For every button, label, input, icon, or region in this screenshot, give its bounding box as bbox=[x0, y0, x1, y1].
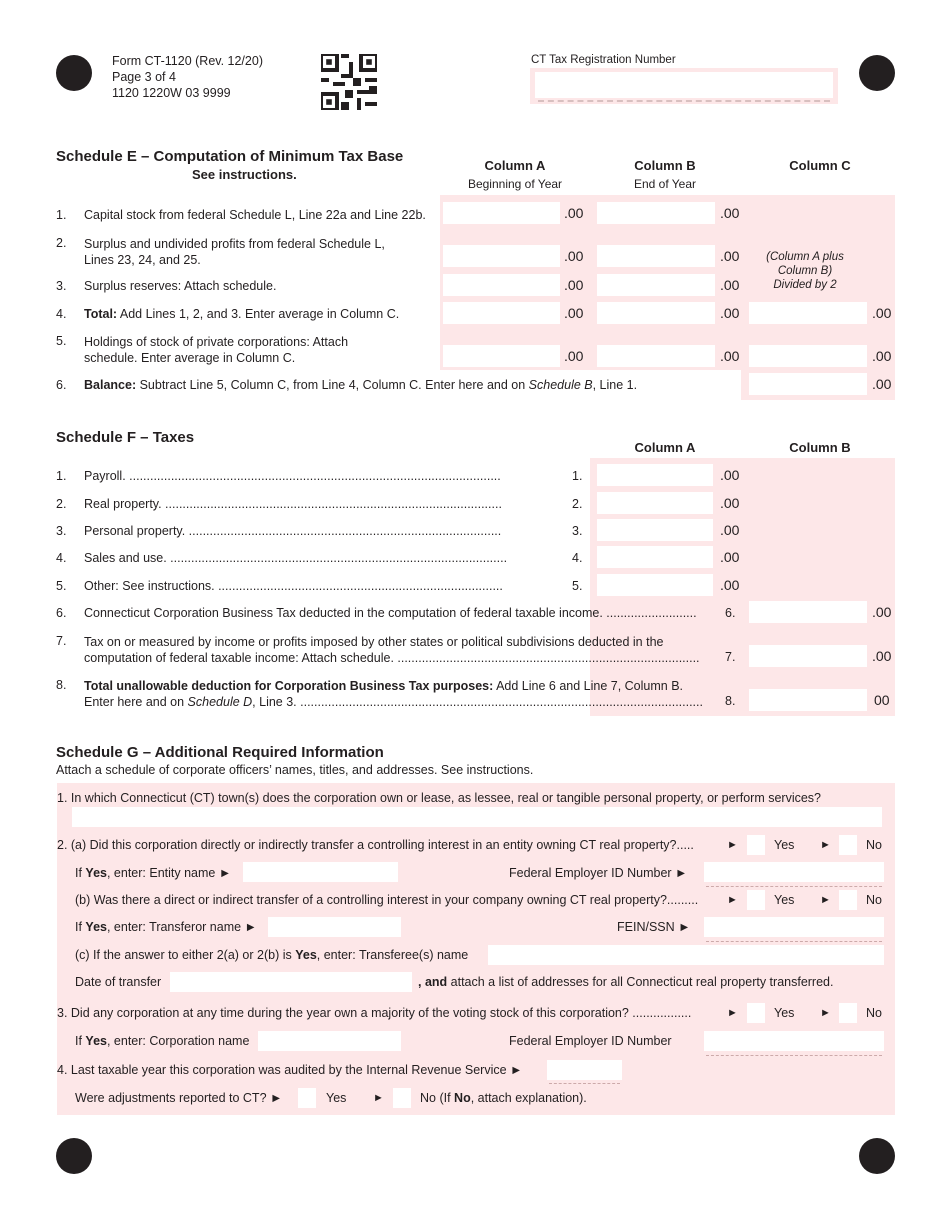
arrow-icon: ► bbox=[727, 839, 738, 851]
col-b-header: Column B bbox=[634, 158, 696, 173]
line-label: Capital stock from federal Schedule L, Line 22a and Line 22b. bbox=[84, 208, 426, 222]
f-line5-col-a-input[interactable] bbox=[597, 574, 713, 596]
cents: .00 bbox=[872, 604, 892, 620]
line-ref: 3. bbox=[572, 524, 583, 538]
arrow-icon: ► bbox=[820, 839, 831, 851]
yes-label: Yes bbox=[774, 1006, 795, 1020]
transferor-label: If Yes, enter: Transferor name ► bbox=[75, 920, 257, 934]
cents: .00 bbox=[872, 305, 892, 321]
line-label: Personal property. .......................................................................................... bbox=[84, 524, 502, 538]
yes-label: Yes bbox=[774, 893, 795, 907]
arrow-icon: ► bbox=[820, 1007, 831, 1019]
e-line6-col-c-input[interactable] bbox=[749, 373, 867, 395]
e-line5-col-c-input[interactable] bbox=[749, 345, 867, 367]
corporation-fein-input[interactable] bbox=[704, 1031, 884, 1051]
cents: .00 bbox=[720, 348, 740, 364]
registration-mark bbox=[56, 1138, 92, 1174]
e-line4-col-b-input[interactable] bbox=[597, 302, 715, 324]
audit-year-input[interactable] bbox=[547, 1060, 622, 1080]
question-1: 1. In which Connecticut (CT) town(s) does the corporation own or lease, as lessee, real or tangible personal property, or perform services? bbox=[57, 791, 822, 805]
year-dashes bbox=[549, 1083, 620, 1084]
q2b-no-checkbox[interactable] bbox=[839, 890, 857, 910]
cents: .00 bbox=[564, 305, 584, 321]
cents: .00 bbox=[720, 549, 740, 565]
line-number: 1. bbox=[56, 469, 67, 483]
line-ref: 4. bbox=[572, 551, 583, 565]
f-col-b-header: Column B bbox=[789, 440, 851, 455]
fein-ssn-label: FEIN/SSN ► bbox=[617, 920, 691, 934]
cents: .00 bbox=[720, 305, 740, 321]
fein-label: Federal Employer ID Number bbox=[509, 1034, 672, 1048]
line-label: Total: Add Lines 1, 2, and 3. Enter average in Column C. bbox=[84, 307, 400, 321]
arrow-icon: ► bbox=[820, 894, 831, 906]
page-number: Page 3 of 4 bbox=[112, 70, 176, 84]
line-label: Surplus reserves: Attach schedule. bbox=[84, 279, 277, 293]
e-line2-col-b-input[interactable] bbox=[597, 245, 715, 267]
e-line3-col-a-input[interactable] bbox=[443, 274, 560, 296]
adjustments-no-checkbox[interactable] bbox=[393, 1088, 411, 1108]
cents: .00 bbox=[720, 248, 740, 264]
arrow-icon: ► bbox=[373, 1092, 384, 1104]
entity-name-label: If Yes, enter: Entity name ► bbox=[75, 866, 232, 880]
corporation-name-input[interactable] bbox=[258, 1031, 401, 1051]
e-line3-col-b-input[interactable] bbox=[597, 274, 715, 296]
fein-dashes bbox=[706, 941, 882, 942]
line-number: 8. bbox=[56, 678, 67, 692]
cents: 00 bbox=[874, 692, 890, 708]
question-2c: (c) If the answer to either 2(a) or 2(b) is Yes, enter: Transferee(s) name bbox=[75, 948, 469, 962]
q3-yes-checkbox[interactable] bbox=[747, 1003, 765, 1023]
registration-label: CT Tax Registration Number bbox=[531, 54, 676, 66]
arrow-icon: ► bbox=[727, 1007, 738, 1019]
registration-number-input[interactable] bbox=[535, 72, 833, 98]
line-ref: 6. bbox=[725, 606, 736, 620]
col-b-sub: End of Year bbox=[633, 177, 697, 191]
entity-fein-input[interactable] bbox=[704, 862, 884, 882]
f-line8-col-b-input[interactable] bbox=[749, 689, 867, 711]
line-label: Sales and use. ................................................................................................. bbox=[84, 551, 508, 565]
line-number: 4. bbox=[56, 551, 67, 565]
line-number: 6. bbox=[56, 378, 67, 392]
fein-ssn-input[interactable] bbox=[704, 917, 884, 937]
transferor-name-input[interactable] bbox=[268, 917, 401, 937]
question-4: 4. Last taxable year this corporation was audited by the Internal Revenue Service ► bbox=[57, 1063, 523, 1077]
arrow-icon: ► bbox=[727, 894, 738, 906]
cents: .00 bbox=[564, 348, 584, 364]
line-label: Total unallowable deduction for Corporation Business Tax purposes: Add Line 6 and Line 7, Column B. Enter here and on Schedule D, Line 3. .................................................................................................................... bbox=[84, 679, 703, 709]
line-label: Other: See instructions. .................................................................................. bbox=[84, 579, 503, 593]
line-number: 1. bbox=[56, 208, 67, 222]
question-2a: 2. (a) Did this corporation directly or indirectly transfer a controlling interest in an entity owning CT real property?..... bbox=[57, 838, 694, 852]
line-ref: 5. bbox=[572, 579, 583, 593]
ct-towns-input[interactable] bbox=[72, 807, 882, 827]
schedule-e-subtitle: See instructions. bbox=[192, 167, 297, 182]
registration-mark bbox=[859, 1138, 895, 1174]
line-ref: 7. bbox=[725, 650, 736, 664]
line-number: 3. bbox=[56, 279, 67, 293]
schedule-e-title: Schedule E – Computation of Minimum Tax Base bbox=[56, 148, 404, 165]
cents: .00 bbox=[720, 577, 740, 593]
f-line7-col-b-input[interactable] bbox=[749, 645, 867, 667]
line-number: 5. bbox=[56, 579, 67, 593]
e-line5-col-a-input[interactable] bbox=[443, 345, 560, 367]
line-number: 6. bbox=[56, 606, 67, 620]
cents: .00 bbox=[872, 348, 892, 364]
attach-note: , and attach a list of addresses for all Connecticut real property transferred. bbox=[418, 975, 834, 989]
line-label: Surplus and undivided profits from federal Schedule L, Lines 23, 24, and 25. bbox=[84, 237, 385, 267]
question-3: 3. Did any corporation at any time during the year own a majority of the voting stock of this corporation? ................. bbox=[57, 1006, 692, 1020]
fein-label: Federal Employer ID Number ► bbox=[509, 866, 688, 880]
schedule-f-title: Schedule F – Taxes bbox=[56, 429, 195, 446]
col-a-sub: Beginning of Year bbox=[467, 177, 563, 191]
cents: .00 bbox=[564, 248, 584, 264]
e-line1-col-a-input[interactable] bbox=[443, 202, 560, 224]
date-of-transfer-input[interactable] bbox=[170, 972, 412, 992]
line-label: Tax on or measured by income or profits imposed by other states or political subdivisions deducted in the computation of federal taxable income: Attach schedule. ....................................................................................... bbox=[84, 635, 700, 665]
line-number: 5. bbox=[56, 334, 67, 348]
q2b-yes-checkbox[interactable] bbox=[747, 890, 765, 910]
e-line2-col-a-input[interactable] bbox=[443, 245, 560, 267]
line-ref: 2. bbox=[572, 497, 583, 511]
no-label: No bbox=[866, 838, 882, 852]
cents: .00 bbox=[564, 205, 584, 221]
yes-label: Yes bbox=[326, 1091, 347, 1105]
line-label: Balance: Subtract Line 5, Column C, from Line 4, Column C. Enter here and on Schedule B, Line 1. bbox=[84, 378, 638, 392]
cents: .00 bbox=[872, 376, 892, 392]
cents: .00 bbox=[720, 522, 740, 538]
q2a-no-checkbox[interactable] bbox=[839, 835, 857, 855]
line-label: Payroll. ........................................................................................................... bbox=[84, 469, 501, 483]
e-line4-col-c-input[interactable] bbox=[749, 302, 867, 324]
cents: .00 bbox=[564, 277, 584, 293]
f-col-a-header: Column A bbox=[634, 440, 696, 455]
schedule-g-title: Schedule G – Additional Required Information bbox=[56, 744, 384, 761]
col-a-header: Column A bbox=[484, 158, 546, 173]
fein-dashes bbox=[706, 1055, 882, 1056]
registration-dashes bbox=[538, 100, 830, 102]
col-c-header: Column C bbox=[789, 158, 851, 173]
fein-dashes bbox=[706, 886, 882, 887]
line-number: 7. bbox=[56, 634, 67, 648]
line-number: 4. bbox=[56, 307, 67, 321]
corporation-name-label: If Yes, enter: Corporation name bbox=[75, 1034, 250, 1048]
entity-name-input[interactable] bbox=[243, 862, 398, 882]
cents: .00 bbox=[720, 277, 740, 293]
line-label: Real property. ................................................................................................. bbox=[84, 497, 502, 511]
form-number: Form CT-1120 (Rev. 12/20) bbox=[112, 54, 263, 68]
yes-label: Yes bbox=[774, 838, 795, 852]
date-of-transfer-label: Date of transfer bbox=[75, 975, 162, 989]
f-line1-col-a-input[interactable] bbox=[597, 464, 713, 486]
e-line5-col-b-input[interactable] bbox=[597, 345, 715, 367]
adjustments-question: Were adjustments reported to CT? ► bbox=[75, 1091, 283, 1105]
q2a-yes-checkbox[interactable] bbox=[747, 835, 765, 855]
line-ref: 1. bbox=[572, 469, 583, 483]
no-label: No bbox=[866, 1006, 882, 1020]
no-label: No bbox=[866, 893, 882, 907]
schedule-g-intro: Attach a schedule of corporate officers’ names, titles, and addresses. See instructions. bbox=[56, 763, 534, 777]
cents: .00 bbox=[720, 467, 740, 483]
transferee-name-input[interactable] bbox=[488, 945, 884, 965]
form-code: 1120 1220W 03 9999 bbox=[112, 86, 231, 100]
adjustments-yes-checkbox[interactable] bbox=[298, 1088, 316, 1108]
e-line1-col-b-input[interactable] bbox=[597, 202, 715, 224]
f-line4-col-a-input[interactable] bbox=[597, 546, 713, 568]
line-label: Connecticut Corporation Business Tax deducted in the computation of federal taxable income. .......................... bbox=[84, 606, 697, 620]
line-number: 2. bbox=[56, 497, 67, 511]
cents: .00 bbox=[720, 205, 740, 221]
col-c-note: (Column A plus Column B) Divided by 2 bbox=[766, 251, 844, 291]
no-explanation-label: No (If No, attach explanation). bbox=[420, 1091, 587, 1105]
line-number: 2. bbox=[56, 236, 67, 250]
f-line6-col-b-input[interactable] bbox=[749, 601, 867, 623]
line-ref: 8. bbox=[725, 694, 736, 708]
q3-no-checkbox[interactable] bbox=[839, 1003, 857, 1023]
cents: .00 bbox=[720, 495, 740, 511]
question-2b: (b) Was there a direct or indirect transfer of a controlling interest in your company owning CT real property?......... bbox=[75, 893, 699, 907]
e-line4-col-a-input[interactable] bbox=[443, 302, 560, 324]
line-label: Holdings of stock of private corporations: Attach schedule. Enter average in Column C. bbox=[84, 335, 349, 365]
qr-code-icon bbox=[321, 54, 377, 110]
registration-mark bbox=[859, 55, 895, 91]
cents: .00 bbox=[872, 648, 892, 664]
line-number: 3. bbox=[56, 524, 67, 538]
f-line3-col-a-input[interactable] bbox=[597, 519, 713, 541]
registration-mark bbox=[56, 55, 92, 91]
f-line2-col-a-input[interactable] bbox=[597, 492, 713, 514]
